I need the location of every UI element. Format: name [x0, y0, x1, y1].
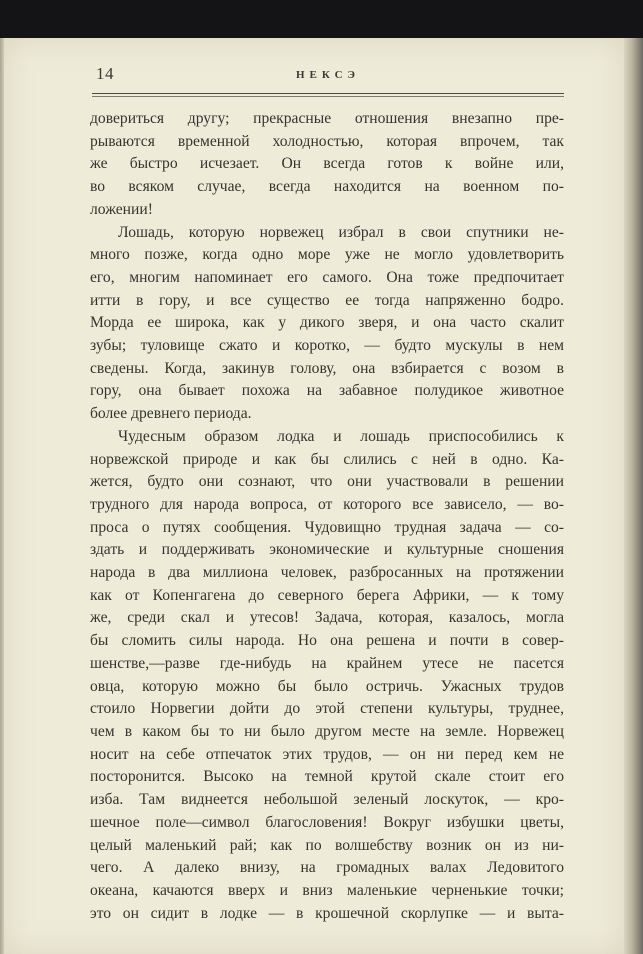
text-line: ложении!	[90, 200, 153, 218]
text-line: много позже, когда одно море уже не могло удовлетворить	[90, 246, 564, 264]
header-rule-secondary	[92, 96, 564, 97]
page-header	[96, 64, 566, 94]
text-line: бы сломить силы народа. Но она решена и почти в совер-	[90, 632, 564, 650]
text-line: как от Копенгагена до северного берега Африки, — к тому	[90, 586, 564, 604]
text-line: его, многим напоминает его самого. Она тоже предпочитает	[90, 268, 564, 286]
text-line: овца, которую можно бы было остричь. Ужасных трудов	[90, 677, 564, 695]
text-line: стоило Норвегии дойти до этой степени культуры, труднее,	[90, 700, 564, 718]
text-line: здать и поддерживать экономические и культурные сношения	[90, 541, 564, 559]
scan-background-top	[0, 0, 643, 40]
text-line: народа в два миллиона человек, разбросанных на протяжении	[90, 564, 564, 582]
text-line: же, среди скал и утесов! Задача, которая, казалось, могла	[90, 609, 564, 627]
text-line: сведены. Когда, закинув голову, она взбирается с возом в	[90, 359, 564, 377]
text-line: гору, она бывает похожа на забавное полудикое животное	[90, 382, 564, 400]
text-line: проса о путях сообщения. Чудовищно трудная задача — со-	[90, 518, 564, 536]
text-line: итти в гору, и все существо ее тогда напряженно бодро.	[90, 291, 564, 309]
text-line: целый маленький рай; как по волшебству возник он из ни-	[90, 836, 564, 854]
text-line: чего. А далеко внизу, на громадных валах Ледовитого	[90, 859, 564, 877]
text-line: рываются временной холодностью, которая впрочем, так	[90, 132, 564, 150]
text-line: океана, качаются вверх и вниз маленькие черненькие точки;	[90, 881, 564, 899]
text-line: посторонится. Высоко на темной крутой скале стоит его	[90, 768, 564, 786]
page-number: 14	[96, 64, 114, 83]
text-line: изба. Там виднеется небольшой зеленый лоскуток, — кро-	[90, 791, 564, 809]
text-line: жется, будто они сознают, что они участвовали в решении	[90, 473, 564, 491]
text-line: довериться другу; прекрасные отношения внезапно пре-	[90, 110, 564, 127]
header-rule	[92, 93, 564, 94]
text-line: шенстве,—разве где-нибудь на крайнем утесе не пасется	[90, 654, 564, 672]
body-text	[90, 108, 564, 925]
text-line: более древнего периода.	[90, 405, 252, 423]
text-line: Лошадь, которую норвежец избрал в свои спутники не-	[118, 223, 564, 241]
text-line: норвежской природе и как бы слились с ней в одно. Ка-	[90, 450, 564, 468]
text-line: носит на себе отпечаток этих трудов, — он ни перед кем не	[90, 745, 564, 763]
text-line: Чудесным образом лодка и лошадь приспособились к	[118, 427, 564, 445]
text-line: шечное поле—символ благословения! Вокруг избушки цветы,	[90, 813, 564, 831]
page-right-edge	[624, 38, 643, 954]
text-line: чем в каком бы то ни было другом месте на земле. Норвежец	[90, 722, 564, 740]
text-line: же быстро исчезает. Он всегда готов к войне или,	[90, 155, 564, 173]
running-head: НЕКСЭ	[296, 69, 360, 81]
text-line: Морда ее широка, как у дикого зверя, и она часто скалит	[90, 314, 564, 332]
text-line: это он сидит в лодке — в крошечной скорлупке — и выта-	[90, 904, 564, 922]
text-line: трудного для народа вопроса, от которого все зависело, — во-	[90, 495, 564, 513]
text-line: во всяком случае, всегда находится на военном по-	[90, 178, 564, 196]
text-line: зубы; туловище сжато и коротко, — будто мускулы в нем	[90, 337, 564, 355]
